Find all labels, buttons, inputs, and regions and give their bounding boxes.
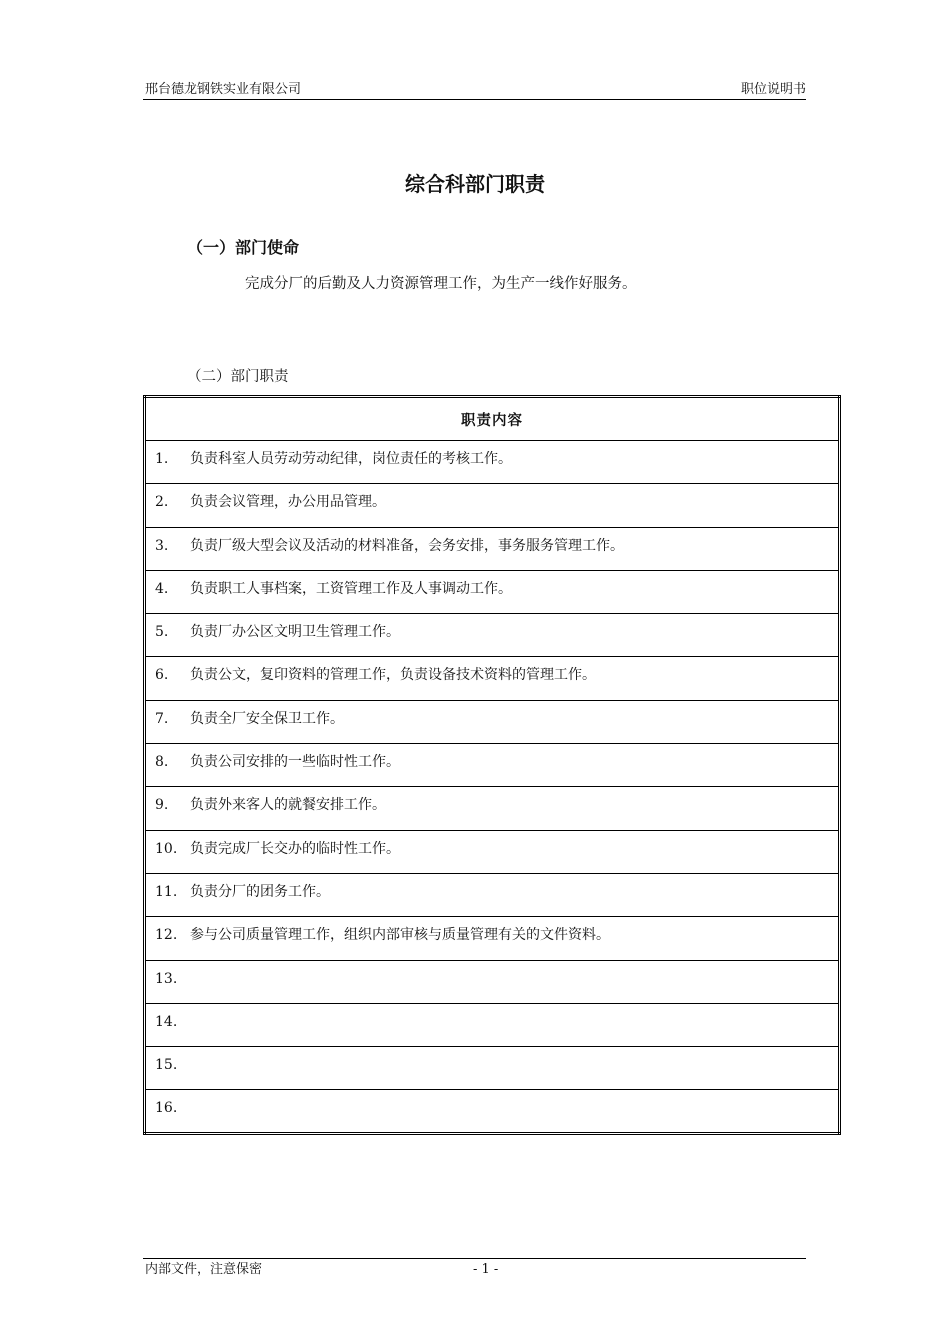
table-header: 职责内容 [145, 397, 840, 441]
table-row [145, 1003, 840, 1046]
page-footer [143, 1258, 806, 1277]
item-number: 12. [155, 927, 178, 944]
item-number: 11. [155, 883, 178, 900]
table-row [145, 960, 840, 1003]
table-row [145, 744, 840, 787]
item-text: 负责职工人事档案，工资管理工作及人事调动工作。 [190, 580, 512, 597]
item-text: 负责公文，复印资料的管理工作，负责设备技术资料的管理工作。 [190, 667, 596, 684]
item-number: 5. [155, 624, 169, 641]
duties-heading: （二）部门职责 [187, 369, 289, 385]
item-number: 4. [155, 580, 169, 597]
item-text: 负责分厂的团务工作。 [190, 883, 330, 900]
item-text: 参与公司质量管理工作，组织内部审核与质量管理有关的文件资料。 [190, 927, 610, 944]
table-row [145, 527, 840, 570]
item-number: 7. [155, 710, 169, 727]
item-number: 15. [155, 1057, 178, 1074]
page-header [143, 80, 806, 100]
table-row [145, 484, 840, 527]
table-row [145, 1047, 840, 1090]
table-row [145, 700, 840, 743]
item-text: 负责科室人员劳动劳动纪律，岗位责任的考核工作。 [190, 451, 512, 467]
item-number: 2. [155, 494, 169, 511]
table-row [145, 657, 840, 700]
doc-type: 职位说明书 [740, 82, 806, 97]
item-number: 9. [155, 797, 169, 814]
table-row [145, 570, 840, 613]
table-row [145, 441, 840, 484]
item-number: 6. [155, 667, 169, 684]
item-number: 16. [155, 1100, 178, 1117]
mission-heading: （一）部门使命 [187, 238, 300, 257]
company-name: 邢台德龙钢铁实业有限公司 [145, 82, 302, 97]
table-row [145, 873, 840, 916]
page-number: - 1 - [473, 1262, 499, 1277]
item-number: 13. [155, 970, 178, 987]
table-row [145, 1090, 840, 1133]
item-text: 负责会议管理，办公用品管理。 [190, 494, 386, 511]
item-number: 14. [155, 1013, 178, 1030]
item-text: 负责外来客人的就餐安排工作。 [190, 797, 386, 814]
item-number: 8. [155, 754, 169, 771]
table-row [145, 614, 840, 657]
item-text: 负责厂办公区文明卫生管理工作。 [190, 624, 400, 641]
mission-text: 完成分厂的后勤及人力资源管理工作，为生产一线作好服务。 [245, 276, 637, 292]
item-number: 10. [155, 840, 178, 857]
item-text: 负责完成厂长交办的临时性工作。 [190, 840, 400, 857]
item-text: 负责公司安排的一些临时性工作。 [190, 754, 400, 771]
item-text: 负责厂级大型会议及活动的材料准备，会务安排，事务服务管理工作。 [190, 537, 624, 554]
table-row [145, 917, 840, 960]
page-title: 综合科部门职责 [405, 172, 545, 196]
confidential-note: 内部文件，注意保密 [145, 1262, 263, 1277]
item-number: 3. [155, 537, 169, 554]
table-row [145, 787, 840, 830]
item-text: 负责全厂安全保卫工作。 [190, 710, 344, 727]
item-number: 1. [155, 451, 169, 467]
table-row [145, 830, 840, 873]
duties-table [143, 395, 841, 1135]
